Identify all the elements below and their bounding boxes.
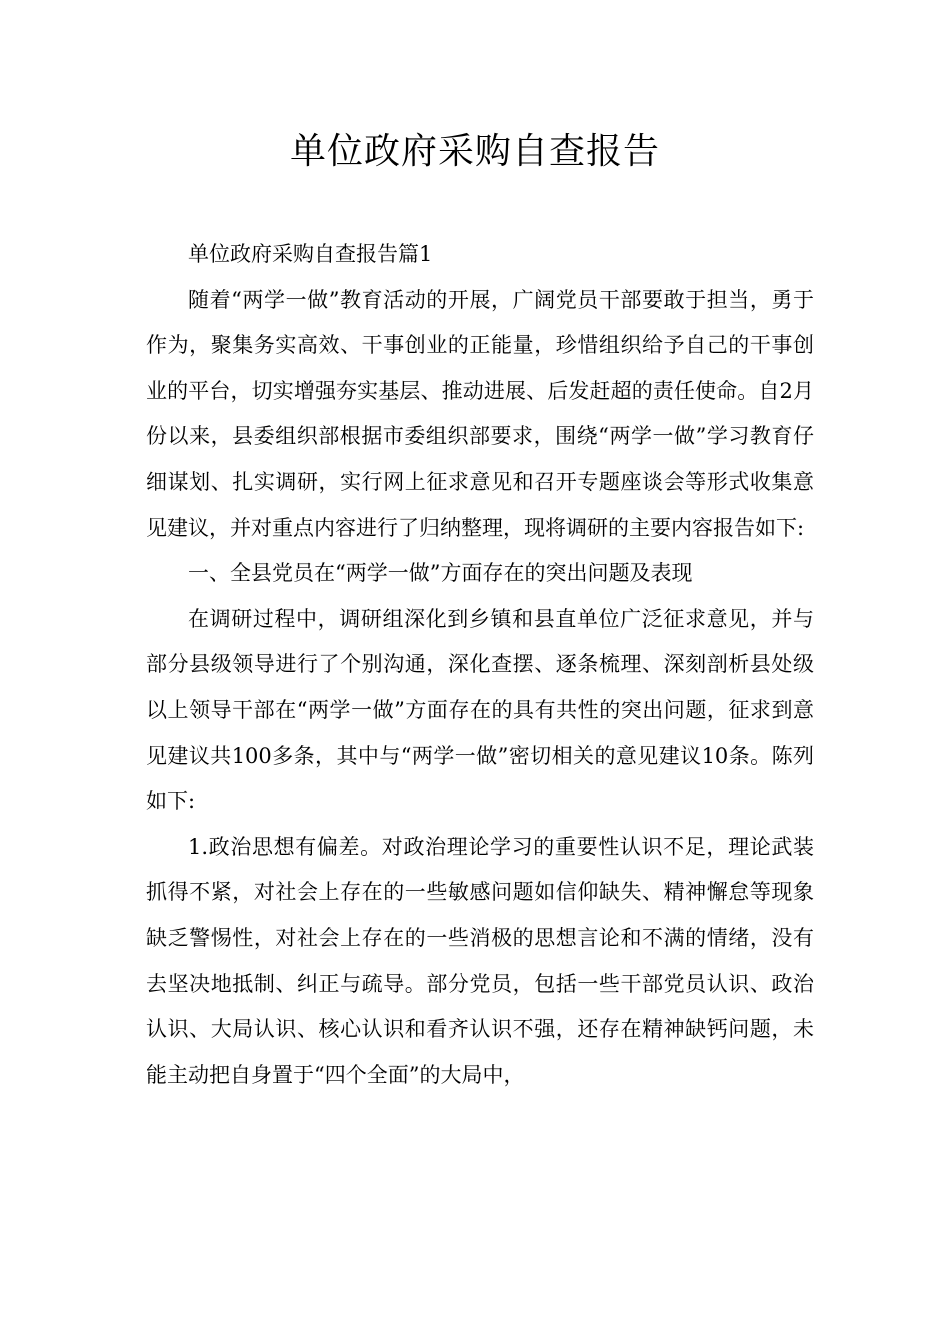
section-heading-problems: 一、全县党员在“两学一做”方面存在的突出问题及表现	[188, 561, 693, 586]
section-heading: 单位政府采购自查报告篇1	[188, 242, 433, 266]
paragraph-intro: 随着“两学一做”教育活动的开展，广阔党员干部要敢于担当，勇于作为，聚集务实高效、干事创业的正能量，珍惜组织给予自己的干事创业的平台，切实增强夯实基层、推动进展、后发赶超的责任使命。自2月份以来，县委组织部根据市委组织部要求，围绕“两学一做”学习教育仔细谋划、扎实调研，实行网上征求意见和召开专题座谈会等形式收集意见建议，并对重点内容进行了归纳整理，现将调研的主要内容报告如下:	[146, 287, 814, 540]
paragraph-research-process: 在调研过程中，调研组深化到乡镇和县直单位广泛征求意见，并与部分县级领导进行了个别沟通，深化查摆、逐条梳理、深刻剖析县处级以上领导干部在“两学一做”方面存在的具有共性的突出问题，征求到意见建议共100多条，其中与“两学一做”密切相关的意见建议10条。陈列如下:	[146, 606, 814, 814]
paragraph-item-1: 1.政治思想有偏差。对政治理论学习的重要性认识不足，理论武装抓得不紧，对社会上存在的一些敏感问题如信仰缺失、精神懈怠等现象缺乏警惕性，对社会上存在的一些消极的思想言论和不满的情绪，没有去坚决地抵制、纠正与疏导。部分党员，包括一些干部党员认识、政治认识、大局认识、核心认识和看齐认识不强，还存在精神缺钙问题，未能主动把自身置于“四个全面”的大局中，	[146, 834, 814, 1087]
document-title: 单位政府采购自查报告	[289, 131, 660, 172]
document-body	[146, 232, 814, 1098]
